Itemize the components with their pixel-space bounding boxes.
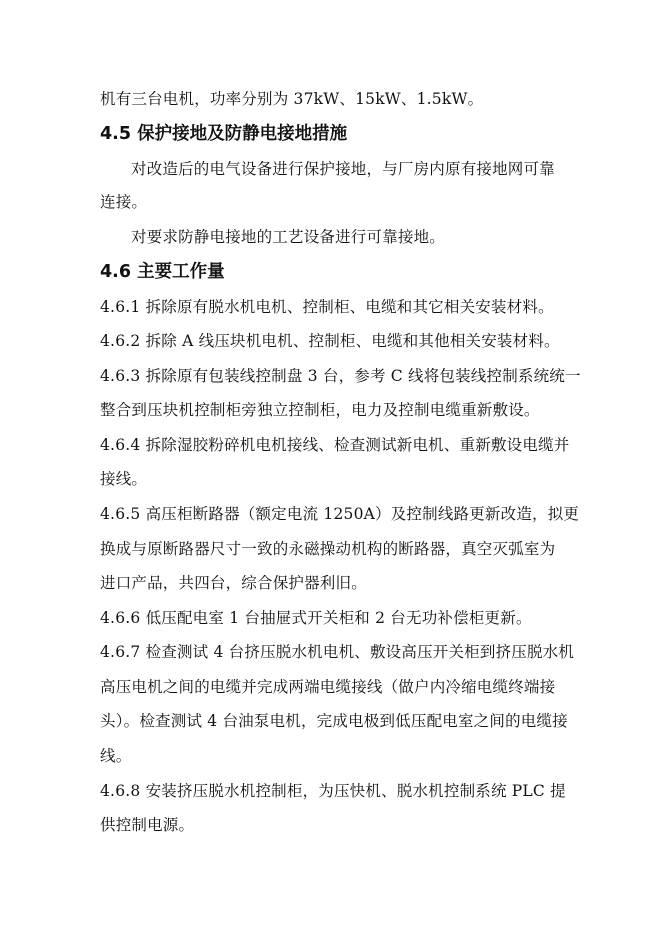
text-line: 对改造后的电气设备进行保护接地，与厂房内原有接地网可靠 [131, 160, 555, 178]
text-line: 线。 [100, 747, 132, 765]
text-line: 换成与原断路器尺寸一致的永磁操动机构的断路器，真空灭弧室为 [100, 540, 556, 558]
text-line: 对要求防静电接地的工艺设备进行可靠接地。 [131, 228, 446, 246]
section-heading-4-6: 4.6 主要工作量 [100, 262, 225, 282]
text-line: 4.6.5 高压柜断路器（额定电流 1250A）及控制线路更新改造，拟更 [100, 505, 580, 523]
text-line: 连接。 [100, 193, 148, 211]
text-line: 头）。检查测试 4 台油泵电机，完成电极到低压配电室之间的电缆接 [100, 712, 568, 730]
text-line: 高压电机之间的电缆并完成两端电缆接线（做户内冷缩电缆终端接 [100, 678, 556, 696]
text-line: 机有三台电机，功率分别为 37kW、15kW、1.5kW。 [100, 90, 484, 108]
text-line: 接线。 [100, 470, 148, 488]
text-line: 4.6.7 检查测试 4 台挤压脱水机电机、敷设高压开关柜到挤压脱水机 [100, 643, 575, 661]
text-line: 进口产品，共四台，综合保护器利旧。 [100, 574, 367, 592]
text-line: 4.6.1 拆除原有脱水机电机、控制柜、电缆和其它相关安装材料。 [100, 298, 554, 316]
section-heading-4-5: 4.5 保护接地及防静电接地措施 [100, 124, 348, 144]
text-line: 4.6.4 拆除湿胶粉碎机电机接线、检查测试新电机、重新敷设电缆并 [100, 436, 570, 454]
text-line: 供控制电源。 [100, 816, 195, 834]
text-line: 4.6.3 拆除原有包装线控制盘 3 台，参考 C 线将包装线控制系统统一 [100, 367, 581, 385]
text-line: 4.6.8 安装挤压脱水机控制柜，为压快机、脱水机控制系统 PLC 提 [100, 782, 566, 800]
text-line: 4.6.2 拆除 A 线压块机电机、控制柜、电缆和其他相关安装材料。 [100, 332, 560, 350]
text-line: 4.6.6 低压配电室 1 台抽屉式开关柜和 2 台无功补偿柜更新。 [100, 609, 532, 627]
text-line: 整合到压块机控制柜旁独立控制柜，电力及控制电缆重新敷设。 [100, 401, 540, 419]
